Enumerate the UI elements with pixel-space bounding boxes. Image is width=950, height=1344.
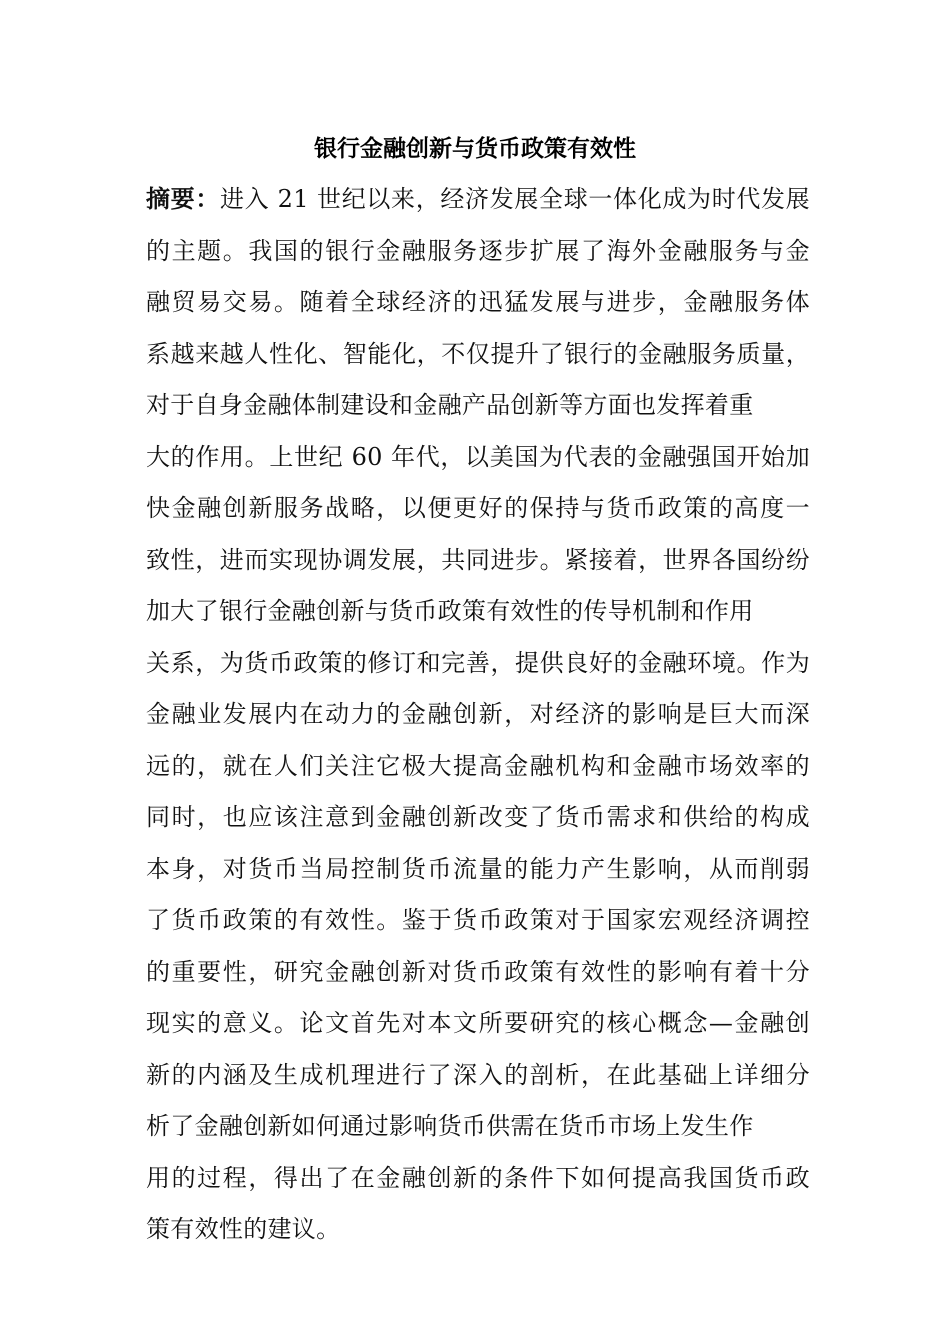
abstract-line: 快金融创新服务战略，以便更好的保持与货币政策的高度一 bbox=[146, 494, 810, 522]
abstract-line: 致性，进而实现协调发展，共同进步。紧接着，世界各国纷纷 bbox=[146, 545, 810, 574]
abstract-line: 关系，为货币政策的修订和完善，提供良好的金融环境。作为 bbox=[146, 648, 810, 677]
abstract-line: 系越来越人性化、智能化，不仅提升了银行的金融服务质量， bbox=[146, 339, 810, 368]
abstract-line: 用的过程，得出了在金融创新的条件下如何提高我国货币政 bbox=[146, 1163, 810, 1192]
abstract-line bbox=[146, 182, 810, 234]
abstract-line: 现实的意义。论文首先对本文所要研究的核心概念—金融创 bbox=[146, 1009, 810, 1037]
abstract-line: 新的内涵及生成机理进行了深入的剖析，在此基础上详细分 bbox=[146, 1060, 810, 1089]
abstract-paragraph bbox=[146, 182, 810, 1264]
abstract-line: 了货币政策的有效性。鉴于货币政策对于国家宏观经济调控 bbox=[146, 906, 810, 934]
abstract-line: 对于自身金融体制建设和金融产品创新等方面也发挥着重 bbox=[146, 391, 754, 419]
abstract-line: 策有效性的建议。 bbox=[146, 1215, 341, 1243]
abstract-line: 同时，也应该注意到金融创新改变了货币需求和供给的构成 bbox=[146, 803, 810, 831]
abstract-line: 的重要性，研究金融创新对货币政策有效性的影响有着十分 bbox=[146, 957, 810, 986]
abstract-line: 大的作用。上世纪 60 年代，以美国为代表的金融强国开始加 bbox=[146, 442, 810, 471]
abstract-line: 金融业发展内在动力的金融创新，对经济的影响是巨大而深 bbox=[146, 700, 810, 728]
abstract-line: 的主题。我国的银行金融服务逐步扩展了海外金融服务与金 bbox=[146, 236, 810, 265]
abstract-line: 析了金融创新如何通过影响货币供需在货币市场上发生作 bbox=[146, 1112, 754, 1140]
document-title: 银行金融创新与货币政策有效性 bbox=[314, 135, 636, 162]
abstract-line: 远的，就在人们关注它极大提高金融机构和金融市场效率的 bbox=[146, 751, 810, 780]
abstract-line: 融贸易交易。随着全球经济的迅猛发展与进步，金融服务体 bbox=[146, 288, 810, 316]
abstract-line: 本身，对货币当局控制货币流量的能力产生影响，从而削弱 bbox=[146, 854, 810, 883]
abstract-label: 摘要： bbox=[146, 184, 220, 213]
abstract-line-text: 进入 21 世纪以来，经济发展全球一体化成为时代发展 bbox=[220, 185, 810, 213]
abstract-line: 加大了银行金融创新与货币政策有效性的传导机制和作用 bbox=[146, 597, 754, 625]
